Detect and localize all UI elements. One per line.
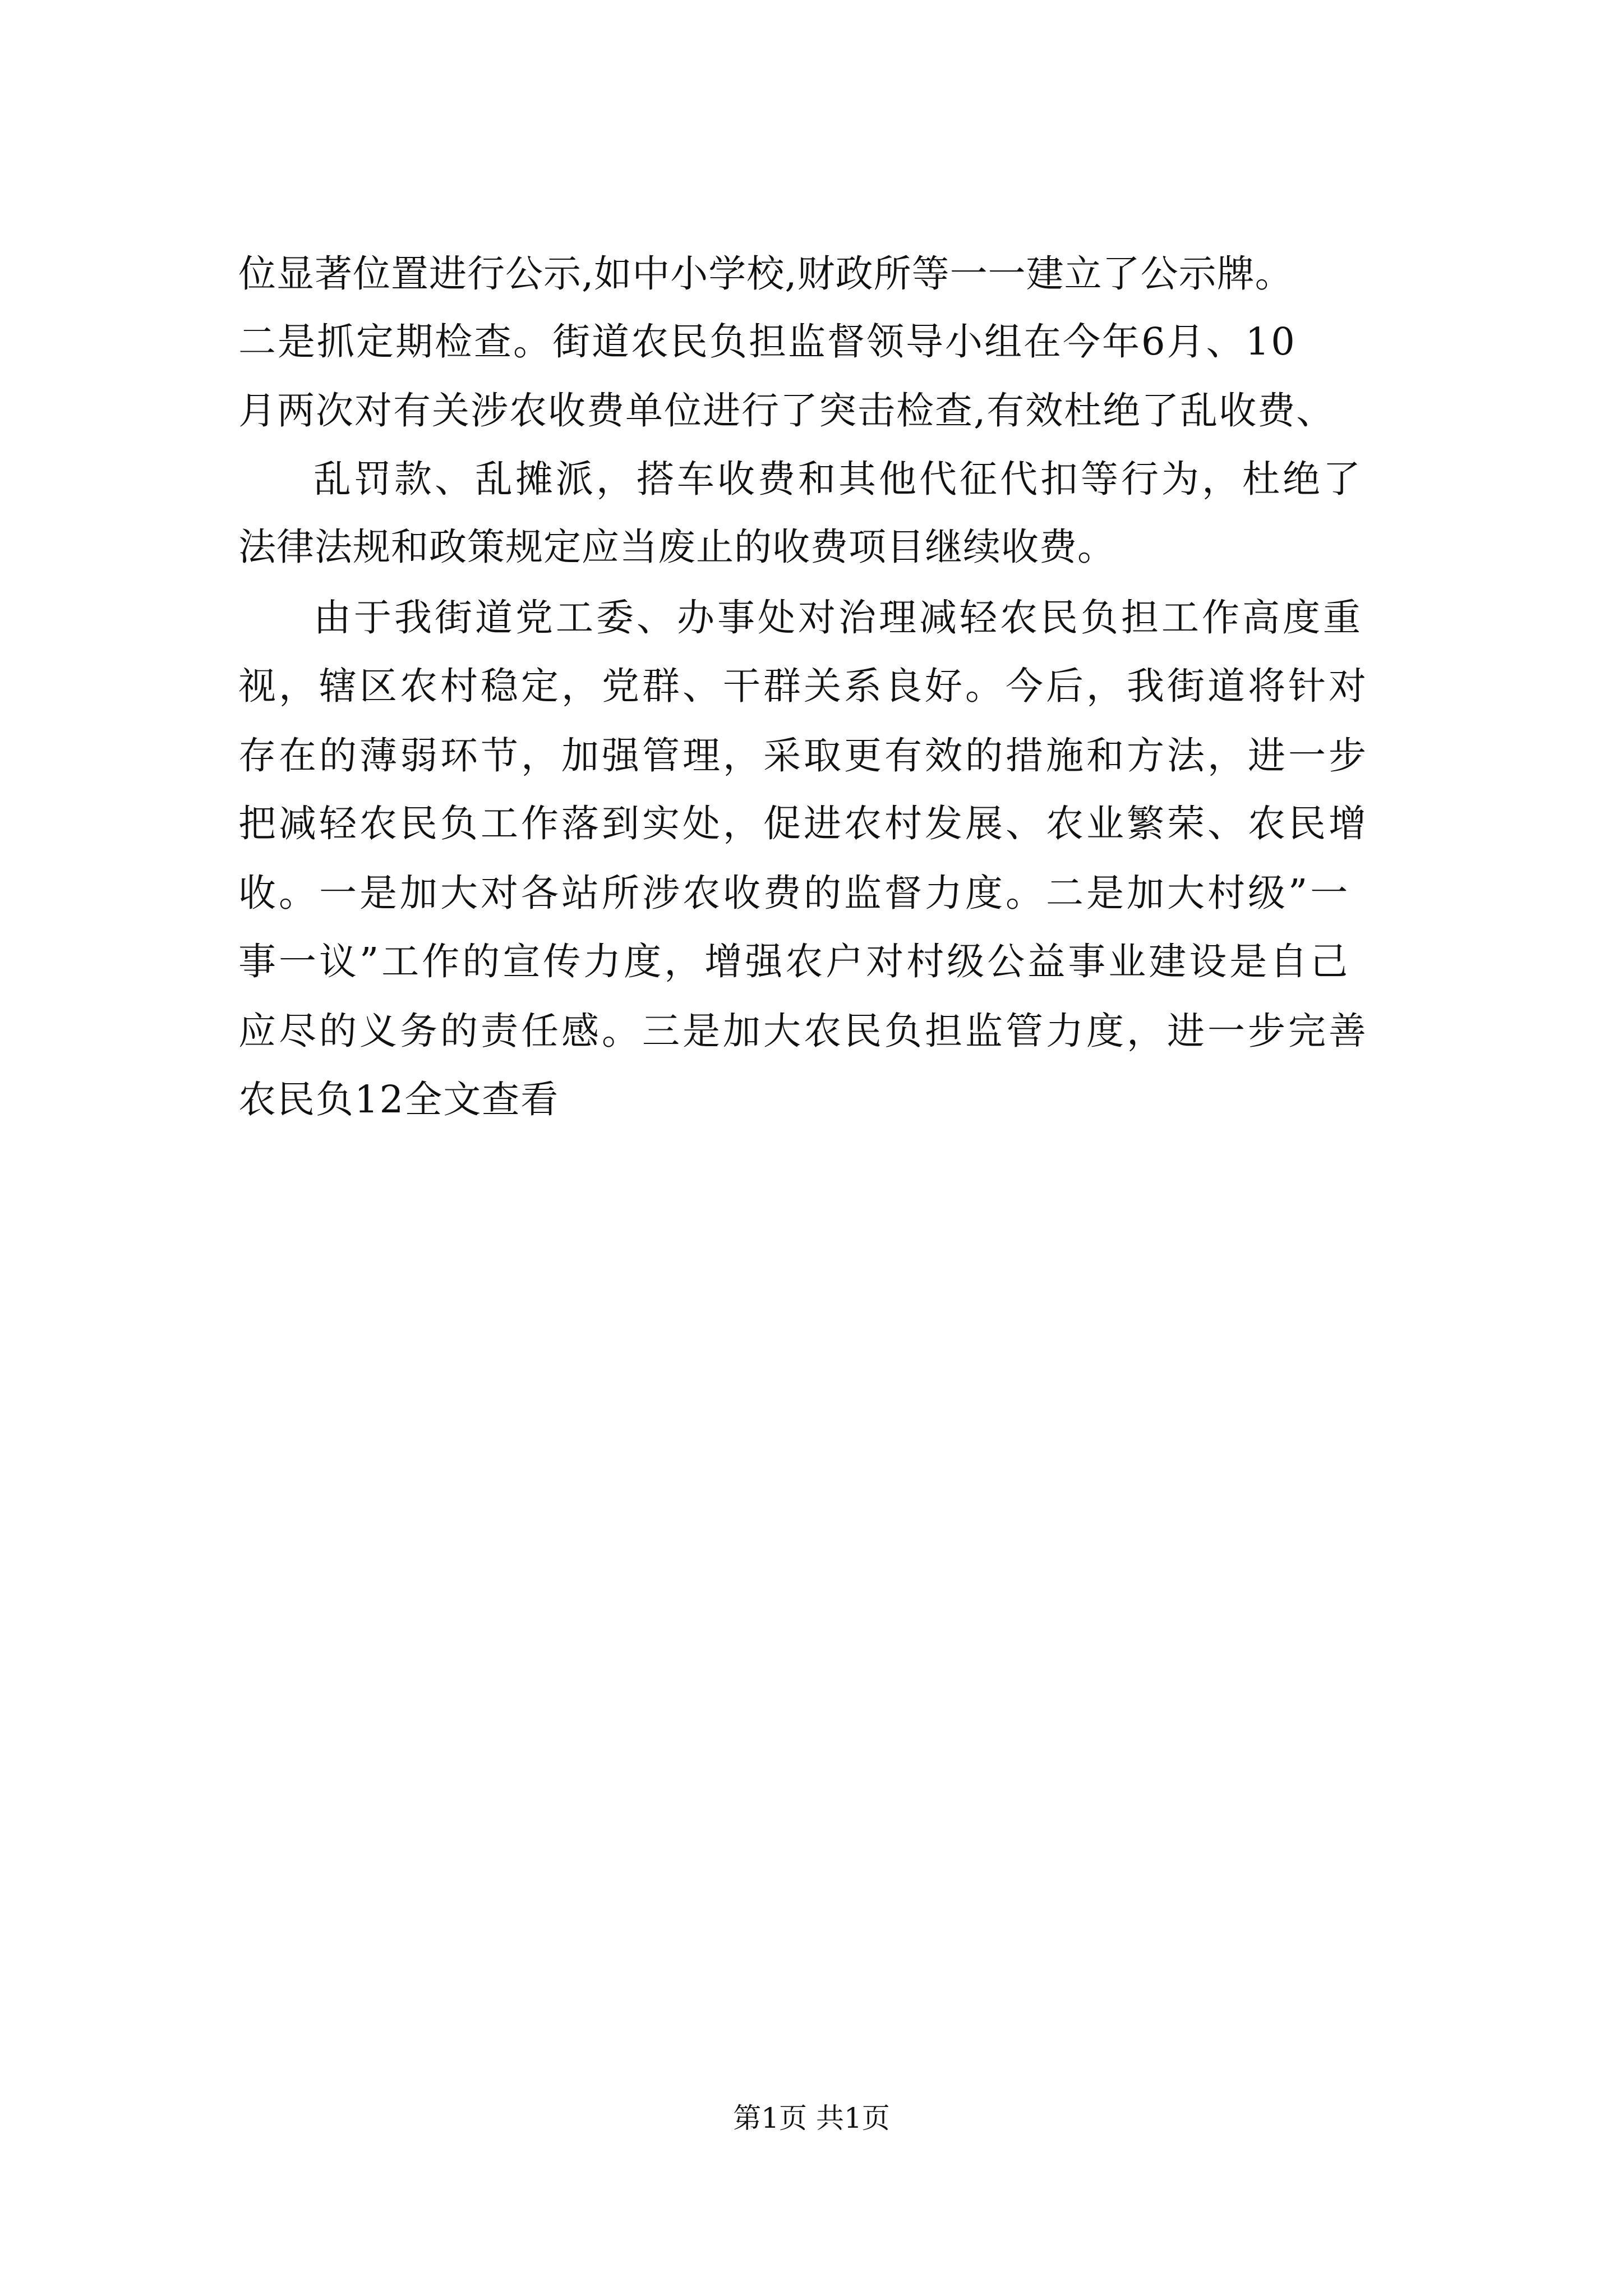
text-line: 存在的薄弱环节，加强管理，采取更有效的措施和方法，进一步 (238, 734, 1369, 777)
text-line: 乱罚款、乱摊派，搭车收费和其他代征代扣等行为，杜绝了 (313, 457, 1363, 501)
text-line: 月两次对有关涉农收费单位进行了突击检查,有效杜绝了乱收费、 (238, 389, 1335, 432)
text-line: 视，辖区农村稳定，党群、干群关系良好。今后，我街道将针对 (238, 664, 1369, 708)
text-line: 农民负12全文查看 (238, 1078, 560, 1121)
text-line: 应尽的义务的责任感。三是加大农民负担监管力度，进一步完善 (238, 1009, 1369, 1053)
text-line: 法律法规和政策规定应当废止的收费项目继续收费。 (238, 525, 1115, 569)
text-line: 位显著位置进行公示,如中小学校,财政所等一一建立了公示牌。 (238, 252, 1293, 296)
text-line: 事一议”工作的宣传力度，增强农户对村级公益事业建设是自己 (238, 940, 1351, 983)
page-footer: 第1页 共1页 (733, 2102, 890, 2134)
text-line: 二是抓定期检查。街道农民负担监督领导小组在今年6月、10 (238, 320, 1297, 364)
text-line: 由于我街道党工委、办事处对治理减轻农民负担工作高度重 (313, 596, 1363, 639)
text-line: 收。一是加大对各站所涉农收费的监督力度。二是加大村级”一 (238, 871, 1351, 915)
text-line: 把减轻农民负工作落到实处，促进农村发展、农业繁荣、农民增 (238, 802, 1369, 845)
